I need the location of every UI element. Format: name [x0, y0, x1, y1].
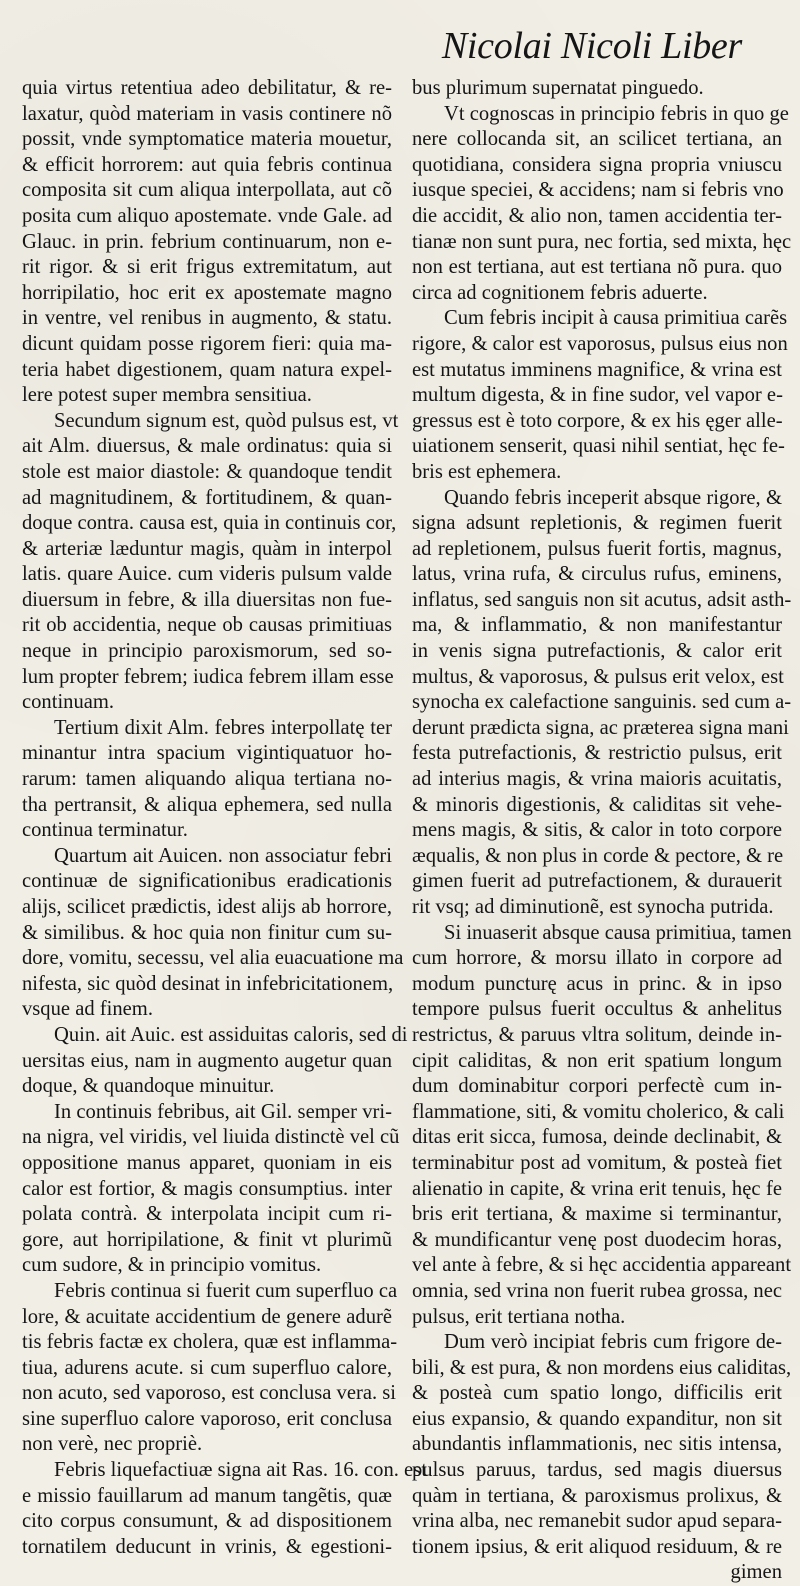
text-line: non acuto, sed vaporoso, est conclusa vera. si — [22, 1382, 397, 1405]
text-line: Vt cognoscas in principio febris in quo ge — [444, 102, 789, 125]
text-line: æqualis, & non plus in corde & pectore, & re — [412, 844, 784, 867]
right-column — [412, 76, 792, 1584]
text-line: & mundificantur venę post duodecim horas, — [412, 1228, 782, 1251]
text-line: quia virtus retentiua adeo debilitatur, & re- — [22, 77, 392, 99]
text-line: flammatione, siti, & vomitu cholerico, & cali — [412, 1100, 785, 1123]
text-line: gimen fuerit ad putrefactionem, & durauerit — [412, 870, 782, 893]
text-line: modum puncturę acus in princ. & in ipso — [412, 972, 782, 995]
text-line: rit rigor. & si erit frigus extremitatum, aut — [22, 256, 392, 279]
text-line: latus, vrina rufa, & circulus rufus, eminens, — [412, 563, 782, 586]
text-line: abundantis inflammationis, nec sitis intensa, — [412, 1433, 782, 1456]
text-line: bus plurimum supernatat pinguedo. — [412, 77, 704, 99]
text-line: non verè, nec propriè. — [22, 1433, 203, 1456]
text-line: ad interius magis, & vrina maioris acuitatis, — [412, 768, 782, 791]
text-line: diuersum in febre, & illa diuersitas non fue- — [22, 588, 392, 611]
text-line: & efficit horrorem: aut quia febris continua — [22, 153, 392, 176]
text-line: dum dominabitur corpori perfectè cum in- — [412, 1075, 782, 1098]
text-line: rit ob accidentia, neque ob causas primitiuas — [22, 614, 392, 637]
text-line: in venis signa putrefactionis, & calor erit — [412, 640, 782, 663]
text-line: lum propter febrem; iudica febrem illam esse — [22, 665, 394, 688]
text-line: Quartum ait Auicen. non associatur febri — [54, 844, 392, 867]
text-line: cum horrore, & morsu illato in corpore ad — [412, 947, 782, 970]
text-line: stole est maior diastole: & quandoque tendit — [22, 460, 392, 483]
text-line: tianæ non sunt pura, nec fortia, sed mixta, hęc — [412, 230, 792, 253]
text-line: Cum febris incipit à causa primitiua carẽs — [444, 307, 788, 330]
text-line: uiationem senserit, quasi nihil sentiat, hęc fe- — [412, 435, 785, 458]
text-line: quàm in tertiana, & paroxismus prolixus, & — [412, 1484, 782, 1507]
text-line: tiua, adurens acute. si cum superfluo calore, — [22, 1356, 392, 1379]
text-line: Febris liquefactiuæ signa ait Ras. 16. con. est — [54, 1459, 427, 1482]
text-line: tis febris factæ ex cholera, quæ est inflamma- — [22, 1331, 398, 1354]
text-line: doque contra. causa est, quia in continuis cor, — [22, 512, 397, 535]
text-line: nere collocanda sit, an scilicet tertiana, an — [412, 128, 782, 151]
text-line: & minoris digestionis, & caliditas sit vehe- — [412, 793, 782, 816]
text-line: lore, & acuitate accidentium de genere adurẽ — [22, 1305, 392, 1328]
text-line: calor est fortior, & magis consumptius. inter — [22, 1177, 392, 1200]
text-line: continuam. — [22, 691, 115, 714]
text-line: posita cum aliquo apostemate. vnde Gale. ad — [22, 204, 392, 227]
left-column — [22, 76, 427, 1558]
text-line: derunt prædicta signa, ac præterea signa mani — [412, 716, 789, 739]
text-line: na nigra, vel viridis, vel liuida distinctè vel cũ — [22, 1126, 400, 1149]
text-line: iusque speciei, & accidens; nam si febris vno — [412, 179, 784, 202]
running-head: Nicolai Nicoli Liber — [441, 25, 742, 67]
text-line: dore, vomitu, secessu, vel alia euacuatione ma — [22, 947, 404, 970]
text-line: Dum verò incipiat febris cum frigore de- — [444, 1331, 782, 1354]
text-line: tornatilem deducunt in vrinis, & egestioni- — [22, 1535, 392, 1558]
text-line: tha pertransit, & aliqua ephemera, sed nulla — [22, 793, 392, 816]
text-line: In continuis febribus, ait Gil. semper vri- — [54, 1100, 392, 1123]
text-line: vel ante à febre, & si hęc accidentia appareant — [412, 1254, 792, 1277]
text-line: alijs, scilicet prædictis, idest alijs ab horrore, — [22, 896, 392, 918]
text-line: polata contrà. & interpolata incipit cum ri- — [22, 1203, 392, 1226]
text-line: & posteà cum spatio longo, difficilis erit — [412, 1382, 782, 1405]
text-line: multus, & vaporosus, & pulsus erit velox, est — [412, 665, 784, 688]
text-line: tempore pulsus fuerit occultus & anhelitus — [412, 998, 782, 1021]
text-line: vrina alba, nec remanebit sudor apud separa- — [412, 1510, 782, 1533]
text-line: signa adsunt repletionis, & regimen fuerit — [412, 512, 782, 535]
text-line: Glauc. in prin. febrium continuarum, non e- — [22, 230, 392, 253]
text-line: latis. quare Auice. cum videris pulsum valde — [22, 563, 392, 586]
text-line: uersitas eius, nam in augmento augetur quan — [22, 1049, 392, 1072]
text-line: Quando febris inceperit absque rigore, & — [444, 486, 782, 509]
text-line: Quin. ait Auic. est assiduitas caloris, sed di — [54, 1023, 408, 1046]
text-line: sine superfluo calore vaporoso, erit conclusa — [22, 1407, 392, 1430]
text-line: Febris continua si fuerit cum superfluo ca — [54, 1279, 398, 1302]
text-line: alienatio in capite, & vrina erit tenuis, hęc fe — [412, 1177, 782, 1200]
text-line: cito corpus consumunt, & ad dispositionem — [22, 1510, 392, 1533]
text-line: synocha ex calefactione sanguinis. sed cum a- — [412, 691, 792, 714]
text-line: terminabitur post ad vomitum, & posteà fiet — [412, 1151, 782, 1174]
text-line: bris erit tertiana, & maxime si terminantur, — [412, 1203, 782, 1226]
text-line: gressus est è toto corpore, & ex his ęger alle- — [412, 409, 783, 432]
text-line: eius expansio, & quando expanditur, non sit — [412, 1407, 782, 1430]
text-line: festa putrefactionis, & restrictio pulsus, erit — [412, 742, 782, 765]
catchword: gimen — [730, 1561, 782, 1584]
text-line: horripilatio, hoc erit ex apostemate magno — [22, 281, 392, 304]
text-line: pulsus, erit tertiana notha. — [412, 1305, 626, 1328]
text-line: ad magnitudinem, & fortitudinem, & quan- — [22, 486, 392, 509]
text-line: rit vsq; ad diminutionẽ, est synocha putrida. — [412, 896, 774, 918]
text-line: restrictus, & paruus vltra solitum, deinde in- — [412, 1023, 782, 1046]
text-line: laxatur, quòd materiam in vasis continere nõ — [22, 102, 392, 125]
text-line: possit, vnde symptomatice materia mouetur, — [22, 128, 392, 151]
text-line: & similibus. & hoc quia non finitur cum su- — [22, 921, 392, 944]
text-line: continua terminatur. — [22, 819, 188, 842]
text-line: Si inuaserit absque causa primitiua, tamen — [444, 921, 792, 944]
text-line: ad repletionem, pulsus fuerit fortis, magnus, — [412, 537, 782, 560]
text-line: pulsus paruus, tardus, sed magis diuersus — [412, 1459, 782, 1482]
text-line: & arteriæ læduntur magis, quàm in interpol — [22, 537, 392, 560]
text-line: quotidiana, considera signa propria vniuscu — [412, 153, 782, 176]
text-line: ma, & inflammatio, & non manifestantur — [412, 614, 782, 637]
text-line: continuæ de significationibus eradicationis — [22, 870, 392, 893]
text-line: inflatus, sed sanguis non sit acutus, adsit asth- — [412, 588, 792, 611]
text-line: rarum: tamen aliquando aliqua tertiana no- — [22, 768, 392, 791]
text-line: composita sit cum aliqua interpollata, aut cõ — [22, 179, 392, 202]
text-line: nifesta, sic quòd desinat in infebricitationem, — [22, 972, 394, 995]
text-line: oppositione manus apparet, quoniam in eis — [22, 1151, 392, 1174]
text-line: est mutatus imminens magnifice, & vrina est — [412, 358, 782, 381]
text-line: vsque ad finem. — [22, 998, 153, 1021]
text-line: lere potest super membra sensitiua. — [22, 384, 312, 407]
text-line: dicunt quidam posse rigorem fieri: quia ma- — [22, 332, 392, 355]
text-line: teria habet digestionem, quam natura expel- — [22, 358, 392, 381]
text-line: e missio fauillarum ad manum tangẽtis, quæ — [22, 1484, 392, 1507]
text-line: bris est ephemera. — [412, 460, 562, 483]
text-line: Tertium dixit Alm. febres interpollatę ter — [54, 716, 392, 739]
text-line: non est tertiana, aut est tertiana nõ pura. quo — [412, 256, 782, 279]
text-line: cipit caliditas, & non erit spatium longum — [412, 1049, 782, 1072]
text-line: die accidit, & alio non, tamen accidentia ter- — [412, 204, 782, 227]
text-line: multum digesta, & in fine sudor, vel vapor e- — [412, 384, 783, 407]
text-line: omnia, sed vrina non fuerit rubea grossa, nec — [412, 1279, 782, 1302]
text-line: cum sudore, & in principio vomitus. — [22, 1254, 322, 1277]
text-line: bili, & est pura, & non mordens eius caliditas, — [412, 1356, 792, 1379]
page-header — [22, 18, 782, 76]
text-line: tionem ipsius, & erit aliquod residuum, & re — [412, 1535, 782, 1558]
text-line: Secundum signum est, quòd pulsus est, vt — [54, 409, 399, 432]
text-line: circa ad cognitionem febris aduerte. — [412, 281, 708, 304]
text-line: doque, & quandoque minuitur. — [22, 1075, 275, 1098]
text-line: neque in principio paroxismorum, sed so- — [22, 640, 392, 663]
text-line: rigore, & calor est vaporosus, pulsus eius non — [412, 332, 788, 355]
text-columns — [22, 76, 792, 1584]
text-line: minantur intra spacium vigintiquatuor ho- — [22, 742, 392, 765]
text-line: gore, aut horripilatione, & finit vt plurimũ — [22, 1228, 392, 1251]
text-line: mens magis, & sitis, & calor in toto corpore — [412, 819, 782, 842]
text-line: in ventre, vel renibus in augmento, & statu. — [22, 307, 392, 330]
text-line: ait Alm. diuersus, & male ordinatus: quia si — [22, 435, 392, 458]
text-line: ditas erit sicca, fumosa, deinde declinabit, & — [412, 1126, 782, 1149]
